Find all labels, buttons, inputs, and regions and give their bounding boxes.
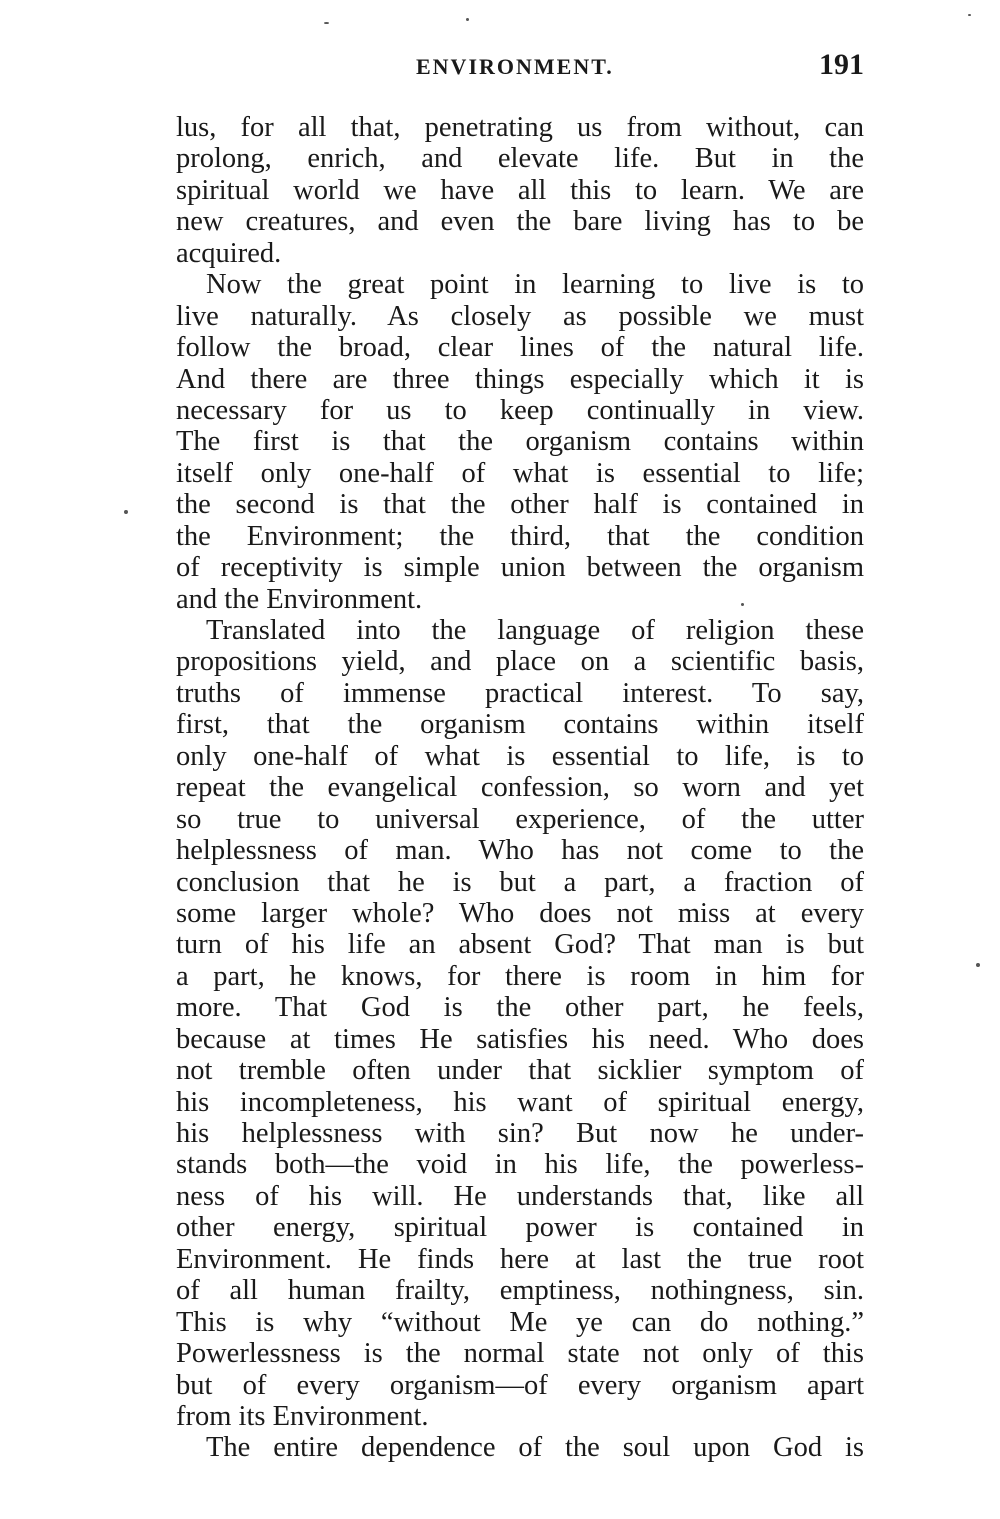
text-line: Environment. He finds here at last the true root (176, 1243, 864, 1275)
text-line: not tremble often under that sicklier symptom of (176, 1055, 864, 1087)
text-line: necessary for us to keep continually in view. (176, 394, 864, 426)
text-line: The entire dependence of the soul upon God is (206, 1432, 864, 1464)
text-line: ness of his will. He understands that, like all (176, 1180, 864, 1212)
text-line: other energy, spiritual power is contained in (176, 1212, 864, 1244)
body-text (176, 112, 864, 1464)
text-line: propositions yield, and place on a scientific basis, (176, 646, 864, 678)
print-speck (741, 603, 744, 606)
text-line: Now the great point in learning to live is to (206, 269, 864, 301)
text-line: acquired. (176, 237, 282, 269)
text-line: the Environment; the third, that the condition (176, 520, 864, 552)
print-speck (968, 14, 971, 16)
text-line: spiritual world we have all this to learn. We are (176, 174, 864, 206)
page-header (176, 48, 864, 88)
text-line: The first is that the organism contains within (176, 426, 864, 458)
print-speck (466, 18, 469, 21)
text-line: truths of immense practical interest. To say, (176, 677, 864, 709)
text-line: helplessness of man. Who has not come to the (176, 835, 864, 867)
text-line: itself only one-half of what is essential to life; (176, 457, 864, 489)
text-line: stands both—the void in his life, the powerless- (176, 1149, 864, 1181)
text-line: lus, for all that, penetrating us from without, can (176, 112, 864, 143)
print-speck (124, 510, 128, 514)
text-line: conclusion that he is but a part, a fraction of (176, 866, 864, 898)
text-line: and the Environment. (176, 583, 423, 615)
text-line: of receptivity is simple union between the organism (176, 552, 864, 584)
text-line: live naturally. As closely as possible we must (176, 300, 864, 332)
text-line: but of every organism—of every organism apart (176, 1369, 864, 1401)
text-line: And there are three things especially which it is (176, 363, 864, 395)
text-line: of all human frailty, emptiness, nothingness, sin. (176, 1275, 864, 1307)
text-line: a part, he knows, for there is room in him for (176, 960, 864, 992)
text-line: turn of his life an absent God? That man is but (176, 929, 864, 961)
text-line: so true to universal experience, of the utter (176, 803, 864, 835)
text-line: only one-half of what is essential to life, is to (176, 740, 864, 772)
text-line: repeat the evangelical confession, so worn and yet (176, 772, 864, 804)
text-line: new creatures, and even the bare living has to be (176, 206, 864, 238)
text-line: follow the broad, clear lines of the natural life. (176, 332, 864, 364)
text-line: the second is that the other half is contained in (176, 489, 864, 521)
text-line: Translated into the language of religion these (206, 615, 864, 646)
text-line: his helplessness with sin? But now he under- (176, 1118, 864, 1149)
text-line: some larger whole? Who does not miss at every (176, 897, 864, 929)
print-speck (976, 963, 980, 967)
text-line: prolong, enrich, and elevate life. But in the (176, 143, 864, 175)
text-line: This is why “without Me ye can do nothing.” (176, 1306, 864, 1338)
print-speck (324, 22, 329, 24)
text-line: more. That God is the other part, he feels, (176, 992, 864, 1024)
text-line: Powerlessness is the normal state not only of this (176, 1338, 864, 1370)
running-head: ENVIRONMENT. (416, 54, 614, 79)
text-line: from its Environment. (176, 1400, 429, 1432)
page-number: 191 (819, 48, 864, 81)
text-line: because at times He satisfies his need. Who does (176, 1023, 864, 1055)
text-line: first, that the organism contains within itself (176, 709, 864, 741)
text-line: his incompleteness, his want of spiritual energy, (176, 1086, 864, 1118)
